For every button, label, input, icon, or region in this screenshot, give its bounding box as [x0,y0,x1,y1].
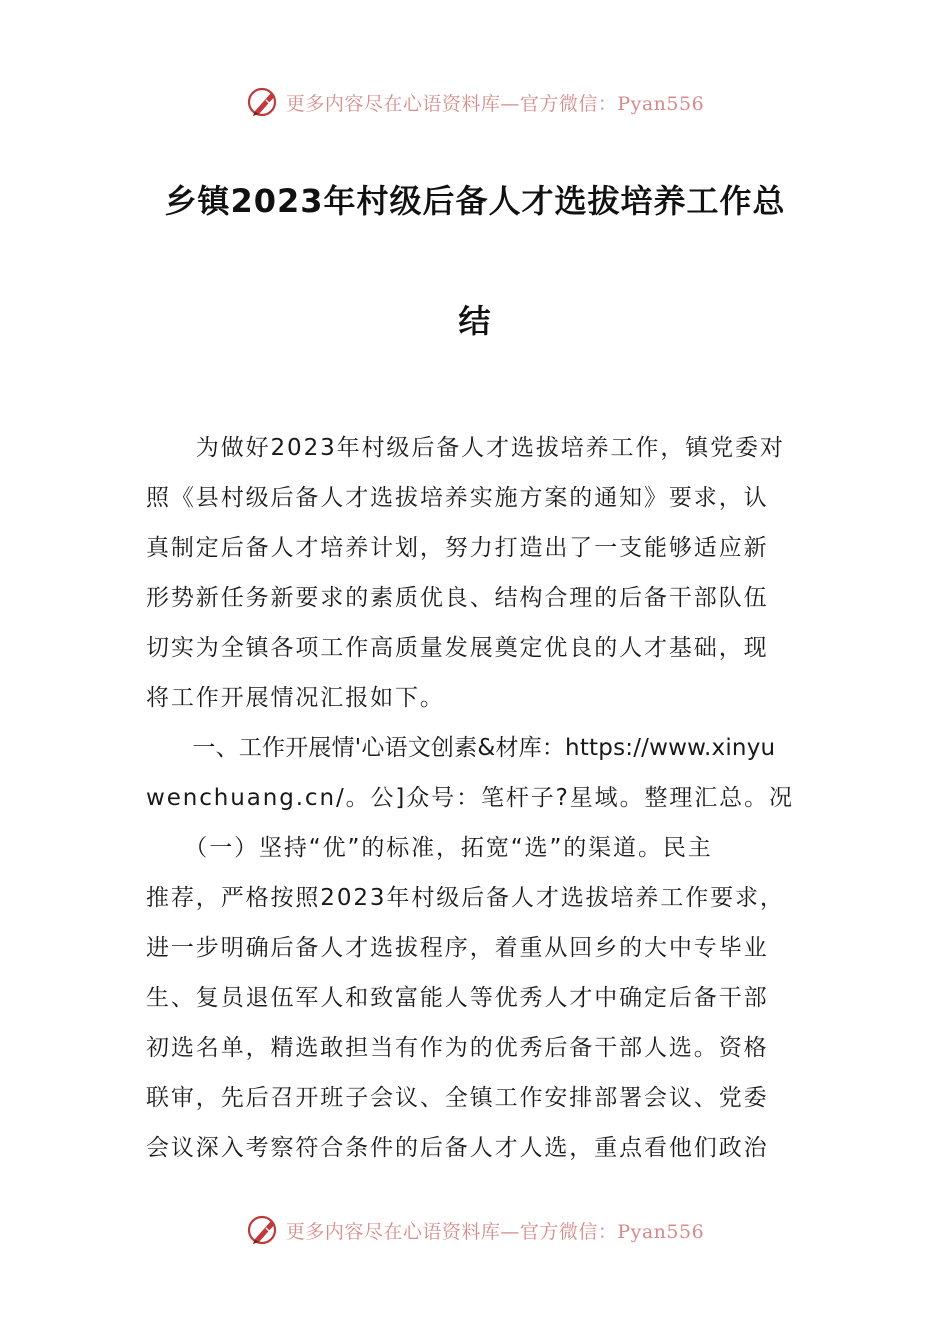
body-line: 初选名单，精选敢担当有作为的优秀后备干部人选。资格 [146,1035,769,1061]
body-line: 形势新任务新要求的素质优良、结构合理的后备干部队伍 [146,585,769,611]
watermark-text: 更多内容尽在心语资料库—官方微信：Pyan556 [285,1220,705,1243]
body-line: 真制定后备人才培养计划，努力打造出了一支能够适应新 [146,535,769,561]
body-line: 推荐，严格按照2023年村级后备人才选拔培养工作要求， [146,885,785,911]
body-line: （一）坚持“优”的标准，拓宽“选”的渠道。民主 [146,835,713,861]
body-line: 会议深入考察符合条件的后备人才人选，重点看他们政治 [146,1135,769,1161]
footer-watermark [0,1208,950,1252]
document-title: 乡镇2023年村级后备人才选拔培养工作总 [164,182,786,220]
watermark-text: 更多内容尽在心语资料库—官方微信：Pyan556 [285,92,705,115]
body-line: wenchuang.cn/。公]众号：笔杆子?星域。整理汇总。况 [146,785,794,811]
body-line: 切实为全镇各项工作高质量发展奠定优良的人才基础，现 [146,635,769,661]
body-line: 生、复员退伍军人和致富能人等优秀人才中确定后备干部 [146,985,769,1011]
body-line: 联审，先后召开班子会议、全镇工作安排部署会议、党委 [146,1085,769,1111]
body-line: 一、工作开展情'心语文创素&材库：https://www.xinyu [146,735,776,761]
body-line: 为做好2023年村级后备人才选拔培养工作，镇党委对 [146,435,785,461]
pen-logo-icon [246,1212,282,1248]
body-line: 进一步明确后备人才选拔程序，着重从回乡的大中专毕业 [146,935,769,961]
pen-logo-icon [246,84,282,120]
body-line: 将工作开展情况汇报如下。 [146,685,445,711]
body-line: 照《县村级后备人才选拔培养实施方案的通知》要求，认 [146,485,769,511]
document-body [146,423,806,1173]
header-watermark [0,80,950,124]
document-title-continued: 结 [458,302,492,340]
